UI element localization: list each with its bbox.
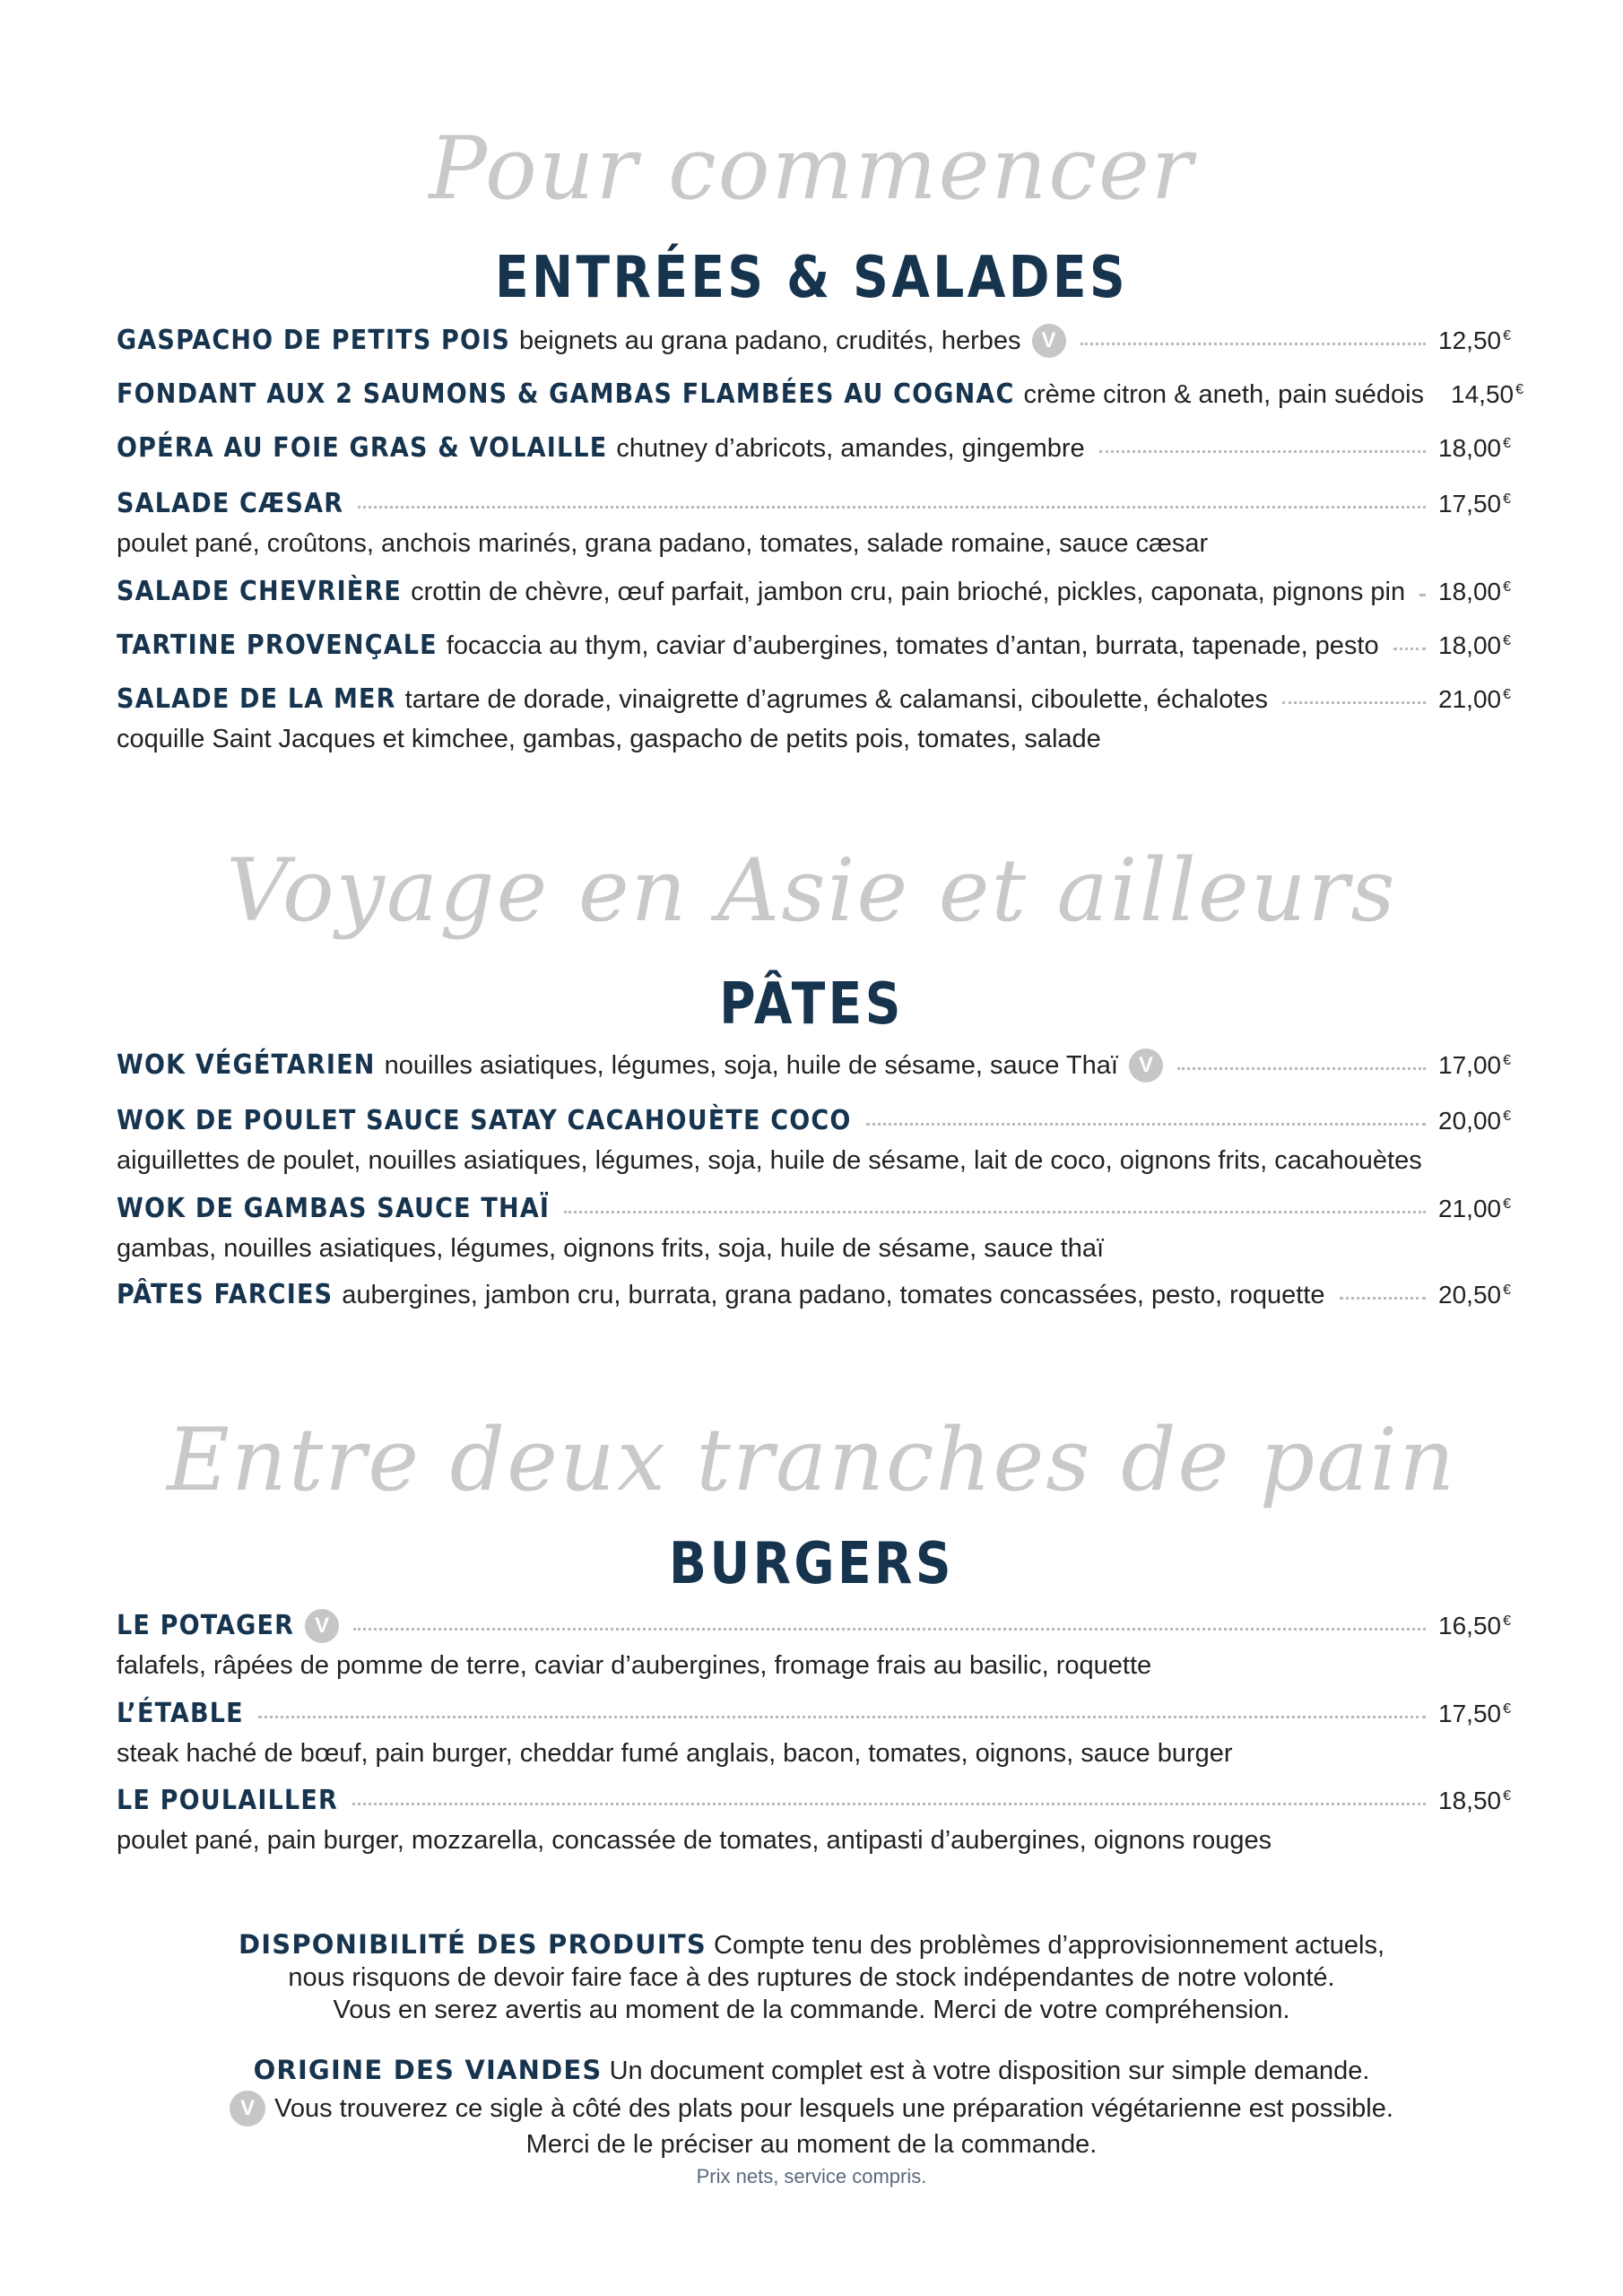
- section-2-title: PÂTES: [719, 971, 904, 1038]
- menu-item: [117, 1049, 1511, 1089]
- disponibilite-line-2: nous risquons de devoir faire face à des ruptures de stock indépendantes de notre volonté.: [288, 1963, 1335, 1992]
- item-price: 17,50 €: [1438, 1700, 1511, 1727]
- dot-leader: [1099, 447, 1426, 453]
- item-description: falafels, râpées de pomme de terre, caviar d’aubergines, fromage frais au basilic, roquette: [117, 1651, 1152, 1680]
- item-name: FONDANT AUX 2 SAUMONS & GAMBAS FLAMBÉES AU COGNAC: [117, 378, 1015, 410]
- vegetarian-icon: V: [1032, 324, 1066, 358]
- origine-title: ORIGINE DES VIANDES: [253, 2055, 603, 2085]
- origine-text: Un document complet est à votre disposition sur simple demande.: [609, 2057, 1370, 2085]
- item-name: WOK DE POULET SAUCE SATAY CACAHOUÈTE COCO: [117, 1105, 852, 1136]
- menu-item: [117, 1279, 1511, 1318]
- section-2-script-heading: Voyage en Asie et ailleurs: [226, 840, 1397, 941]
- item-price: 18,00 €: [1438, 578, 1511, 605]
- footer-origine: [0, 2054, 1623, 2193]
- item-name: GASPACHO DE PETITS POIS: [117, 325, 511, 356]
- section-3-title: BURGERS: [669, 1531, 954, 1597]
- item-name: SALADE CÆSAR: [117, 488, 344, 519]
- section-1-title: ENTRÉES & SALADES: [494, 245, 1129, 311]
- dot-leader: [352, 1799, 1426, 1805]
- item-description: crème citron & aneth, pain suédois: [1023, 380, 1425, 409]
- item-description: nouilles asiatiques, légumes, soja, huile de sésame, sauce Thaï: [384, 1051, 1118, 1080]
- vegetarian-note-line-2: Merci de le préciser au moment de la commande.: [525, 2130, 1098, 2159]
- item-description: aiguillettes de poulet, nouilles asiatiques, légumes, soja, huile de sésame, lait de coco, oignons frits, cacahouètes: [117, 1146, 1422, 1175]
- menu-item: [117, 1785, 1511, 1857]
- item-name: L’ÉTABLE: [117, 1698, 244, 1729]
- menu-item: [117, 683, 1511, 755]
- item-description: aubergines, jambon cru, burrata, grana padano, tomates concassées, pesto, roquette: [342, 1281, 1325, 1309]
- item-description: crottin de chèvre, œuf parfait, jambon cru, pain brioché, pickles, caponata, pignons pin: [411, 578, 1406, 606]
- vegetarian-icon: V: [1129, 1048, 1163, 1083]
- dot-leader: [564, 1207, 1426, 1213]
- item-price: 20,00 €: [1438, 1107, 1511, 1135]
- footer-disponibilite: [0, 1928, 1623, 2026]
- disponibilite-title: DISPONIBILITÉ DES PRODUITS: [239, 1929, 707, 1960]
- item-description: steak haché de bœuf, pain burger, cheddar fumé anglais, bacon, tomates, oignons, sauce burger: [117, 1739, 1233, 1768]
- disponibilite-line-3: Vous en serez avertis au moment de la commande. Merci de votre compréhension.: [333, 1996, 1290, 2024]
- item-name: TARTINE PROVENÇALE: [117, 630, 438, 661]
- item-name: PÂTES FARCIES: [117, 1279, 334, 1310]
- item-description: beignets au grana padano, crudités, herbes: [519, 326, 1021, 355]
- item-name: OPÉRA AU FOIE GRAS & VOLAILLE: [117, 432, 608, 464]
- menu-item: [117, 576, 1511, 615]
- item-description-extra: coquille Saint Jacques et kimchee, gambas, gaspacho de petits pois, tomates, salade: [117, 725, 1101, 753]
- menu-item: [117, 378, 1524, 418]
- menu-item: [117, 325, 1511, 364]
- dot-leader: [358, 502, 1426, 509]
- dot-leader: [1393, 644, 1426, 650]
- dot-leader: [1081, 339, 1427, 345]
- vegetarian-note-line-1: Vous trouverez ce sigle à côté des plats pour lesquels une préparation végétarienne est possible.: [274, 2094, 1393, 2123]
- prix-note: Prix nets, service compris.: [696, 2165, 927, 2187]
- section-3-script-heading: Entre deux tranches de pain: [166, 1410, 1457, 1510]
- menu-item: [117, 432, 1511, 472]
- menu-item: [117, 488, 1511, 560]
- dot-leader: [258, 1712, 1426, 1718]
- menu-item: [117, 1698, 1511, 1770]
- dot-leader: [866, 1119, 1426, 1126]
- item-description: chutney d’abricots, amandes, gingembre: [616, 434, 1085, 463]
- disponibilite-line-1: Compte tenu des problèmes d’approvisionnement actuels,: [714, 1931, 1384, 1960]
- item-price: 18,00 €: [1438, 434, 1511, 462]
- item-price: 18,00 €: [1438, 631, 1511, 659]
- item-price: 14,50 €: [1451, 380, 1524, 408]
- dot-leader: [1282, 698, 1426, 704]
- item-price: 12,50 €: [1438, 326, 1511, 354]
- dot-leader: [1177, 1064, 1426, 1070]
- menu-item: [117, 630, 1511, 669]
- item-description: focaccia au thym, caviar d’aubergines, tomates d’antan, burrata, tapenade, pesto: [446, 631, 1379, 660]
- item-price: 16,50 €: [1438, 1612, 1511, 1639]
- dot-leader: [1419, 590, 1426, 596]
- item-price: 20,50 €: [1438, 1281, 1511, 1309]
- menu-item: [117, 1193, 1511, 1265]
- menu-item: [117, 1610, 1511, 1682]
- item-name: WOK DE GAMBAS SAUCE THAÏ: [117, 1193, 551, 1224]
- item-name: SALADE CHEVRIÈRE: [117, 576, 403, 607]
- item-name: WOK VÉGÉTARIEN: [117, 1049, 376, 1081]
- item-price: 17,50 €: [1438, 490, 1511, 517]
- item-description: poulet pané, croûtons, anchois marinés, grana padano, tomates, salade romaine, sauce cæsar: [117, 529, 1209, 558]
- item-price: 21,00 €: [1438, 685, 1511, 713]
- item-description: gambas, nouilles asiatiques, légumes, oignons frits, soja, huile de sésame, sauce thaï: [117, 1234, 1105, 1263]
- item-name: LE POULAILLER: [117, 1785, 339, 1816]
- section-1-script-heading: Pour commencer: [429, 118, 1194, 219]
- item-price: 21,00 €: [1438, 1195, 1511, 1222]
- item-price: 17,00 €: [1438, 1051, 1511, 1079]
- menu-item: [117, 1105, 1511, 1177]
- dot-leader: [353, 1624, 1426, 1631]
- vegetarian-icon: V: [230, 2091, 265, 2126]
- dot-leader: [1340, 1293, 1427, 1300]
- item-name: LE POTAGER: [117, 1610, 295, 1641]
- item-price: 18,50 €: [1438, 1787, 1511, 1814]
- item-name: SALADE DE LA MER: [117, 683, 396, 715]
- item-description: poulet pané, pain burger, mozzarella, concassée de tomates, antipasti d’aubergines, oignons rouges: [117, 1826, 1272, 1855]
- vegetarian-icon: V: [305, 1609, 339, 1643]
- item-description: tartare de dorade, vinaigrette d’agrumes & calamansi, ciboulette, échalotes: [404, 685, 1269, 714]
